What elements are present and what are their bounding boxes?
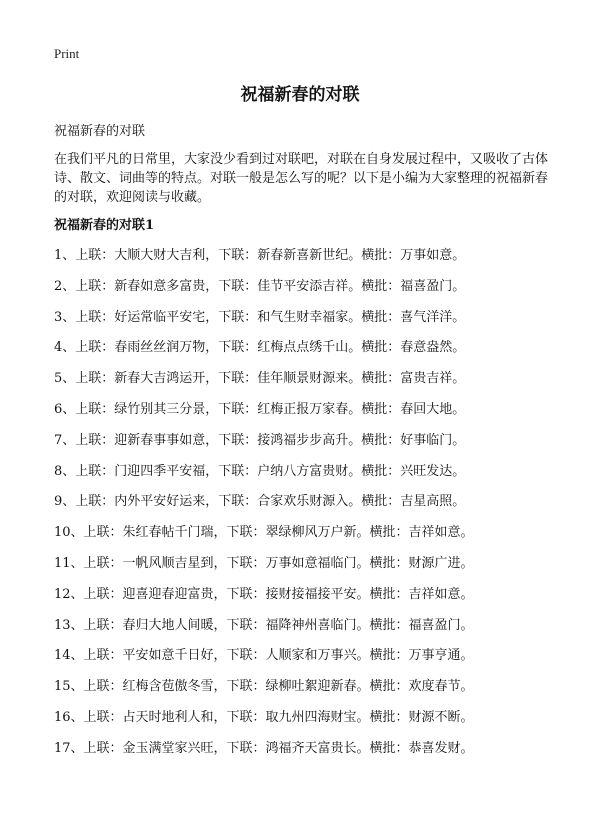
couplet-item: 17、上联：金玉满堂家兴旺，下联：鸿福齐天富贵长。横批：恭喜发财。 <box>54 740 474 756</box>
couplet-item: 4、上联：春雨丝丝润万物，下联：红梅点点绣千山。横批：春意盎然。 <box>54 340 466 356</box>
section-heading: 祝福新春的对联1 <box>54 218 155 233</box>
couplet-item: 10、上联：朱红春帖千门瑞，下联：翠绿柳风万户新。横批：吉祥如意。 <box>54 525 474 541</box>
print-label[interactable]: Print <box>54 46 80 61</box>
page-title: 祝福新春的对联 <box>240 85 360 105</box>
couplet-item: 2、上联：新春如意多富贵，下联：佳节平安添吉祥。横批：福喜盈门。 <box>54 278 466 294</box>
intro-paragraph: 在我们平凡的日常里，大家没少看到过对联吧，对联在自身发展过程中，又吸收了古体诗、散文、词曲等的特点。对联一般是怎么写的呢？以下是小编为大家整理的祝福新春的对联，欢迎阅读与收藏。 <box>54 152 549 205</box>
couplet-item: 8、上联：门迎四季平安福，下联：户纳八方富贵财。横批：兴旺发达。 <box>54 463 466 479</box>
article-subtitle: 祝福新春的对联 <box>54 124 146 139</box>
couplet-item: 15、上联：红梅含苞傲冬雪，下联：绿柳吐絮迎新春。横批：欢度春节。 <box>54 679 474 695</box>
couplet-item: 6、上联：绿竹别其三分景，下联：红梅正报万家春。横批：春回大地。 <box>54 401 466 417</box>
couplet-item: 7、上联：迎新春事事如意，下联：接鸿福步步高升。横批：好事临门。 <box>54 432 466 448</box>
couplet-item: 14、上联：平安如意千日好，下联：人顺家和万事兴。横批：万事亨通。 <box>54 648 474 664</box>
couplet-item: 16、上联：占天时地利人和，下联：取九州四海财宝。横批：财源不断。 <box>54 709 474 725</box>
couplet-list <box>54 248 574 772</box>
couplet-item: 11、上联：一帆风顺吉星到，下联：万事如意福临门。横批：财源广进。 <box>54 555 474 571</box>
couplet-item: 13、上联：春归大地人间暖，下联：福降神州喜临门。横批：福喜盈门。 <box>54 617 474 633</box>
couplet-item: 12、上联：迎喜迎春迎富贵，下联：接财接福接平安。横批：吉祥如意。 <box>54 586 474 602</box>
couplet-item: 5、上联：新春大吉鸿运开，下联：佳年顺景财源来。横批：富贵吉祥。 <box>54 371 466 387</box>
couplet-item: 3、上联：好运常临平安宅，下联：和气生财幸福家。横批：喜气洋洋。 <box>54 309 466 325</box>
couplet-item: 9、上联：内外平安好运来，下联：合家欢乐财源入。横批：吉星高照。 <box>54 494 466 510</box>
couplet-item: 1、上联：大顺大财大吉利，下联：新春新喜新世纪。横批：万事如意。 <box>54 248 466 263</box>
